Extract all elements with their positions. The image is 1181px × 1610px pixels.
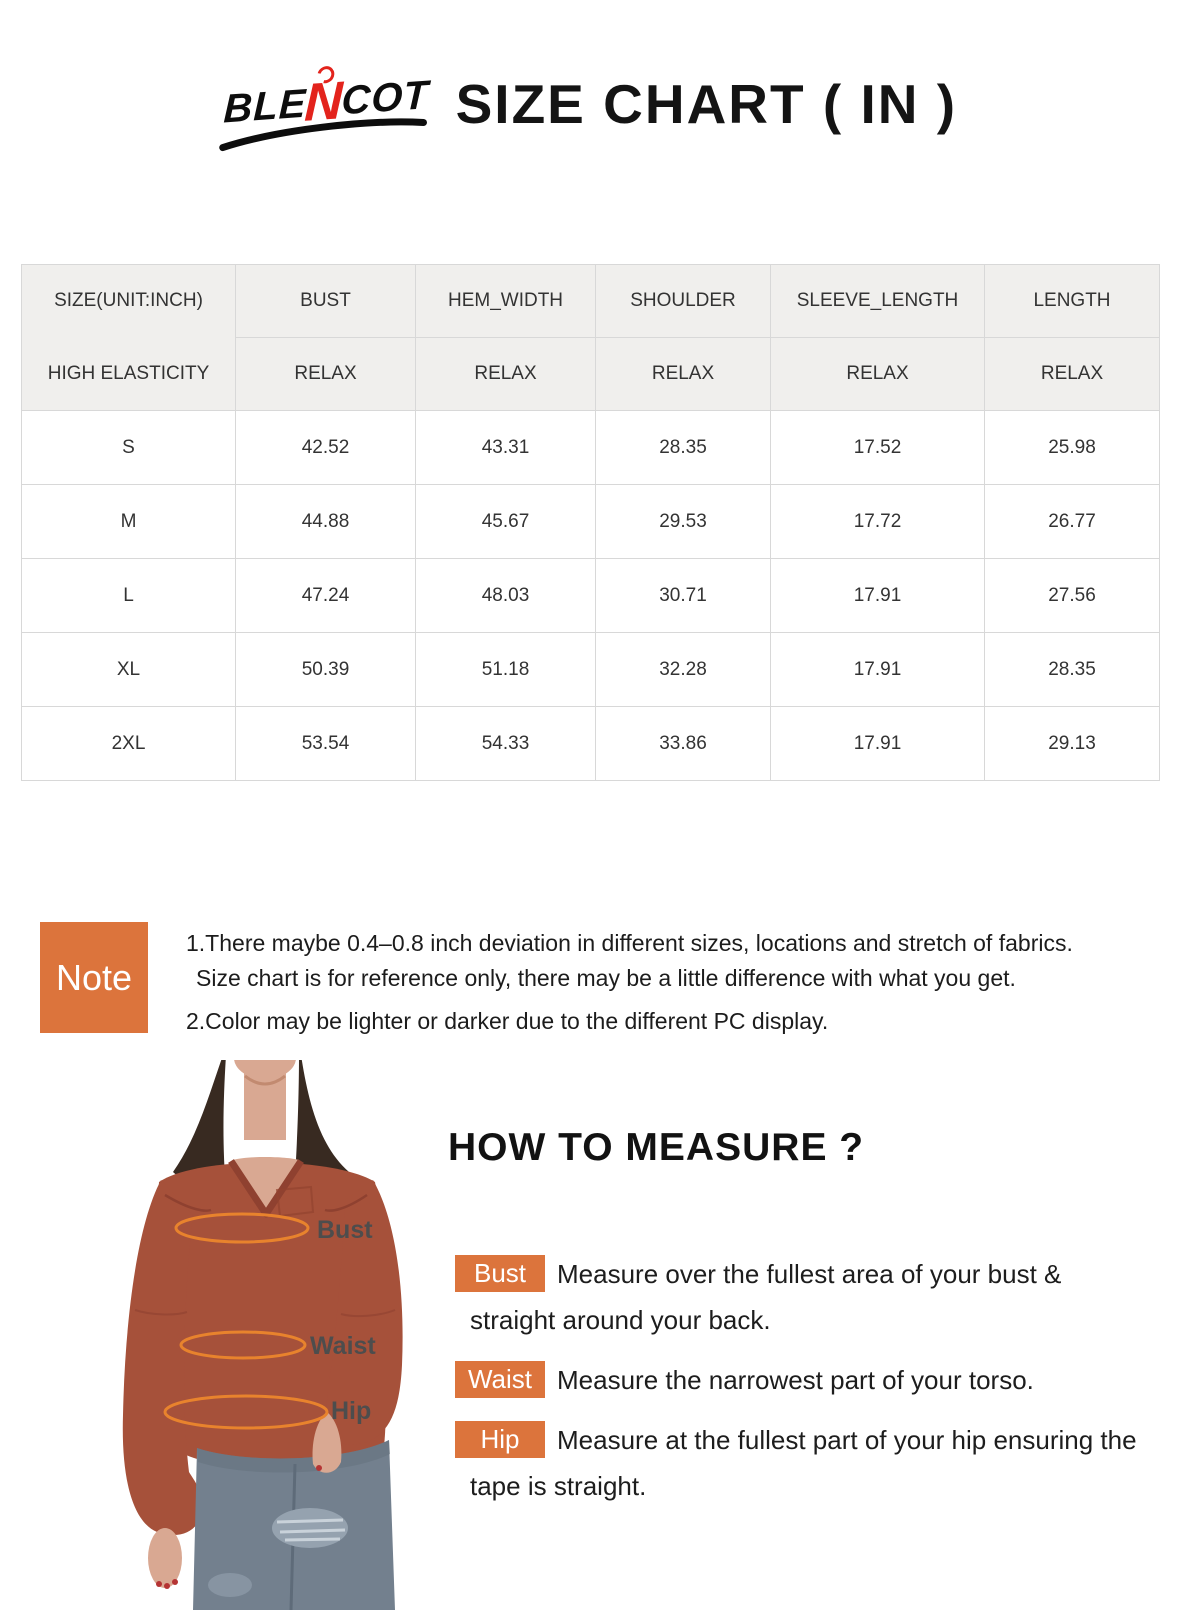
table-cell: 47.24: [236, 559, 416, 633]
fit-cell: RELAX: [985, 338, 1160, 411]
table-cell: 17.91: [771, 559, 985, 633]
column-header-shoulder: SHOULDER: [596, 265, 771, 338]
note-line: 2.Color may be lighter or darker due to the different PC display.: [186, 1008, 829, 1034]
size-cell: M: [22, 485, 236, 559]
column-header-length: LENGTH: [985, 265, 1160, 338]
column-header-hem-width: HEM_WIDTH: [416, 265, 596, 338]
waist-chip: Waist: [455, 1361, 545, 1398]
how-to-measure-title: HOW TO MEASURE ?: [448, 1126, 865, 1169]
measure-item-waist: [448, 1357, 1153, 1403]
size-table-header: [22, 265, 1160, 411]
table-cell: 53.54: [236, 707, 416, 781]
table-cell: 45.67: [416, 485, 596, 559]
note-text: [186, 922, 1073, 1037]
table-row-xl: [22, 633, 1160, 707]
table-cell: 30.71: [596, 559, 771, 633]
page-header: [0, 56, 1181, 152]
note-section: [40, 922, 1073, 1037]
table-cell: 17.72: [771, 485, 985, 559]
size-table-body: [22, 411, 1160, 781]
measure-item-bust: [448, 1251, 1153, 1343]
table-cell: 29.53: [596, 485, 771, 559]
table-cell: 28.35: [596, 411, 771, 485]
column-header-bust: BUST: [236, 265, 416, 338]
fit-cell: RELAX: [236, 338, 416, 411]
bust-instruction: Measure over the fullest area of your bust & straight around your back.: [470, 1259, 1062, 1335]
figure-waist-label: Waist: [310, 1332, 376, 1360]
brand-logo: [222, 63, 438, 145]
size-table: [21, 264, 1160, 781]
table-cell: 48.03: [416, 559, 596, 633]
table-cell: 27.56: [985, 559, 1160, 633]
elasticity-label: HIGH ELASTICITY: [47, 362, 210, 384]
logo-part-cot: COT: [340, 72, 430, 123]
figure-hip-label: Hip: [331, 1397, 372, 1425]
table-cell: 33.86: [596, 707, 771, 781]
table-cell: 32.28: [596, 633, 771, 707]
fit-cell: RELAX: [771, 338, 985, 411]
table-cell: 44.88: [236, 485, 416, 559]
size-cell: L: [22, 559, 236, 633]
note-line: 1.There maybe 0.4–0.8 inch deviation in different sizes, locations and stretch of fabrics.: [186, 930, 1073, 956]
fit-cell: RELAX: [596, 338, 771, 411]
model-figure-illustration: [105, 1060, 435, 1610]
size-unit-label: SIZE(UNIT:INCH): [54, 290, 203, 312]
table-cell: 50.39: [236, 633, 416, 707]
logo-part-ble: BLE: [222, 81, 308, 132]
how-to-measure-section: [448, 1125, 1153, 1523]
table-row-l: [22, 559, 1160, 633]
size-cell: 2XL: [22, 707, 236, 781]
hip-instruction: Measure at the fullest part of your hip ensuring the tape is straight.: [470, 1425, 1137, 1501]
column-header-size: [22, 265, 236, 411]
size-cell: S: [22, 411, 236, 485]
table-row-s: [22, 411, 1160, 485]
table-cell: 17.91: [771, 633, 985, 707]
table-cell: 26.77: [985, 485, 1160, 559]
bust-chip: Bust: [455, 1255, 545, 1292]
table-cell: 54.33: [416, 707, 596, 781]
table-cell: 51.18: [416, 633, 596, 707]
column-header-sleeve-length: SLEEVE_LENGTH: [771, 265, 985, 338]
figure-bust-label: Bust: [317, 1216, 373, 1244]
table-cell: 43.31: [416, 411, 596, 485]
page-title: SIZE CHART ( IN ): [455, 73, 958, 135]
table-row-m: [22, 485, 1160, 559]
table-cell: 25.98: [985, 411, 1160, 485]
table-row-2xl: [22, 707, 1160, 781]
table-cell: 28.35: [985, 633, 1160, 707]
note-badge: Note: [40, 922, 148, 1033]
fit-cell: RELAX: [416, 338, 596, 411]
size-cell: XL: [22, 633, 236, 707]
logo-needle-n: N: [303, 70, 345, 133]
table-cell: 17.91: [771, 707, 985, 781]
table-cell: 42.52: [236, 411, 416, 485]
waist-instruction: Measure the narrowest part of your torso.: [557, 1365, 1034, 1395]
measure-item-hip: [448, 1417, 1153, 1509]
hip-chip: Hip: [455, 1421, 545, 1458]
table-header-row: [22, 265, 1160, 338]
note-line: Size chart is for reference only, there may be a little difference with what you get.: [196, 965, 1016, 991]
table-cell: 29.13: [985, 707, 1160, 781]
table-cell: 17.52: [771, 411, 985, 485]
